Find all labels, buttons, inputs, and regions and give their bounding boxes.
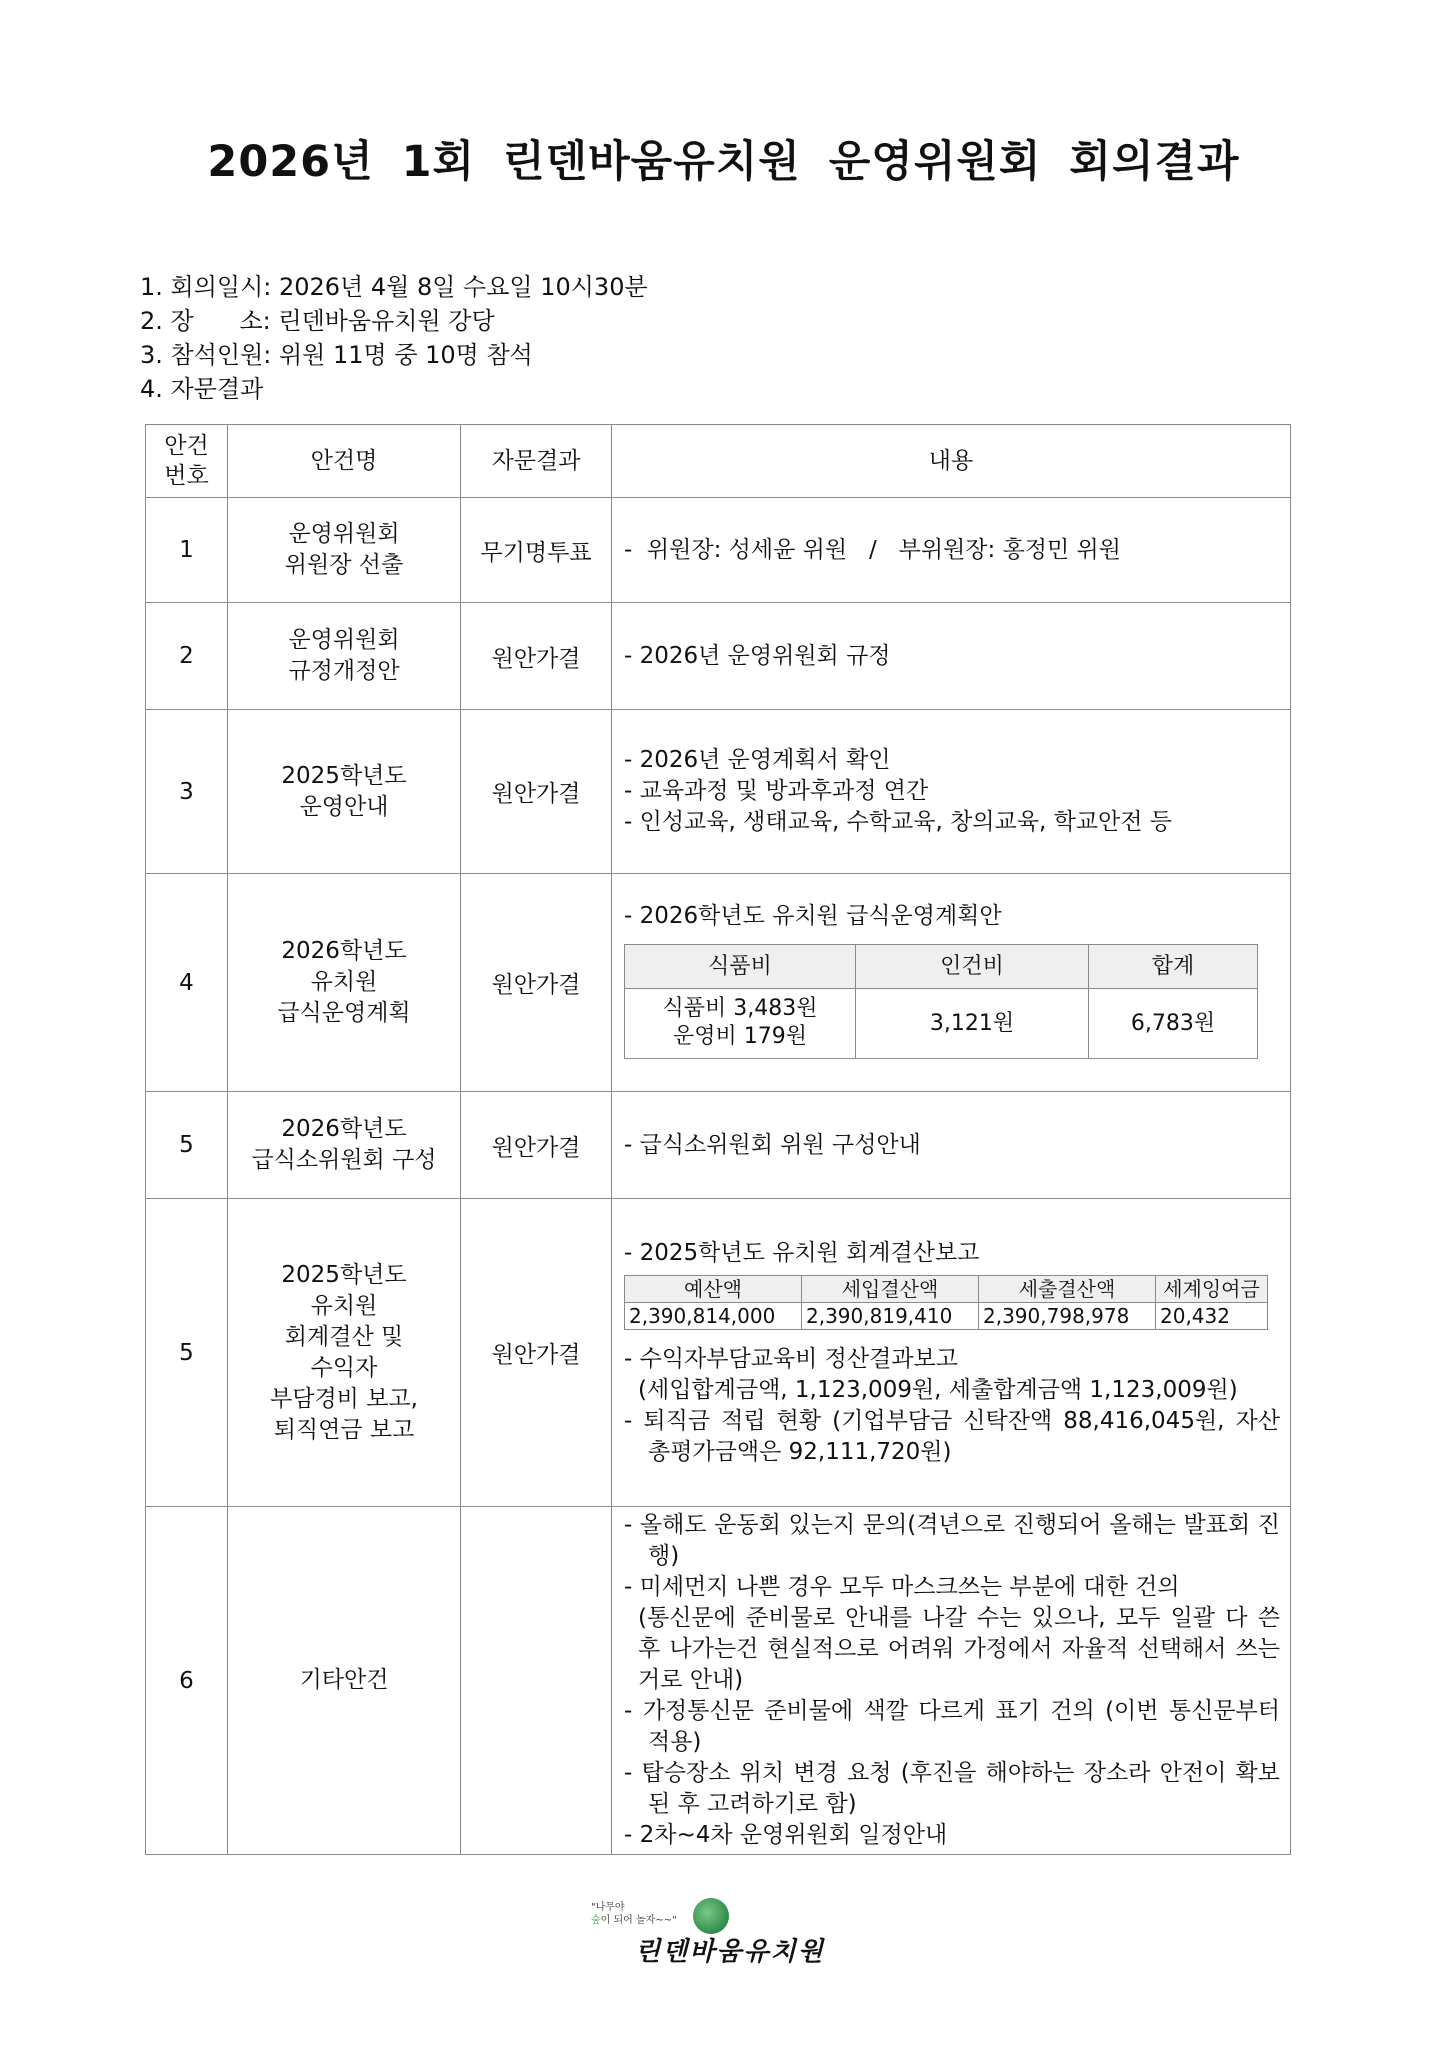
table-row	[146, 710, 1291, 874]
row-name: 2026학년도 급식소위원회 구성	[228, 1092, 461, 1199]
row-name: 기타안건	[228, 1507, 461, 1855]
row-number: 1	[146, 498, 228, 603]
table-row	[146, 1199, 1291, 1507]
row-name: 2026학년도 유치원 급식운영계획	[228, 874, 461, 1092]
settlement-header-surplus: 세계잉여금	[1156, 1275, 1268, 1302]
row-result: 원안가결	[461, 1092, 612, 1199]
advisory-results-table	[145, 424, 1291, 1855]
header-name: 안건명	[228, 425, 461, 498]
meal-header-labor: 인건비	[856, 944, 1089, 988]
header-content: 내용	[612, 425, 1291, 498]
table-header-row	[146, 425, 1291, 498]
settlement-header-revenue: 세입결산액	[802, 1275, 979, 1302]
logo-name: 린덴바움유치원	[635, 1937, 825, 1967]
settlement-budget: 2,390,814,000	[625, 1302, 802, 1329]
row-content: - 급식소위원회 위원 구성안내	[612, 1092, 1291, 1199]
table-row	[146, 1092, 1291, 1199]
row-content: - 2026년 운영위원회 규정	[612, 603, 1291, 710]
row-content: - 2026년 운영계획서 확인 - 교육과정 및 방과후과정 연간 - 인성교육, 생태교육, 수학교육, 창의교육, 학교안전 등	[612, 710, 1291, 874]
row-content: - 위원장: 성세윤 위원 / 부위원장: 홍정민 위원	[612, 498, 1291, 603]
row-number: 4	[146, 874, 228, 1092]
row-number: 6	[146, 1507, 228, 1855]
row-name: 2025학년도 운영안내	[228, 710, 461, 874]
row-result: 원안가결	[461, 710, 612, 874]
settlement-table	[624, 1275, 1268, 1330]
table-row	[146, 498, 1291, 603]
meeting-attendance: 3. 참석인원: 위원 11명 중 10명 참석	[140, 341, 533, 369]
row-name: 2025학년도 유치원 회계결산 및 수익자 부담경비 보고, 퇴직연금 보고	[228, 1199, 461, 1507]
meal-total: 6,783원	[1089, 988, 1258, 1058]
meal-cost-table	[624, 944, 1258, 1059]
row-name: 운영위원회 규정개정안	[228, 603, 461, 710]
meal-header-total: 합계	[1089, 944, 1258, 988]
meal-header-food: 식품비	[625, 944, 856, 988]
row-content: - 2026학년도 유치원 급식운영계획안 식품비 인건비 합계 식품비 3,483원 운영비 179원 3,121원 6,783원	[612, 874, 1291, 1092]
row-result: 무기명투표	[461, 498, 612, 603]
row-number: 3	[146, 710, 228, 874]
row-result	[461, 1507, 612, 1855]
row-number: 5	[146, 1092, 228, 1199]
row-result: 원안가결	[461, 874, 612, 1092]
meeting-datetime: 1. 회의일시: 2026년 4월 8일 수요일 10시30분	[140, 273, 648, 301]
settlement-revenue: 2,390,819,410	[802, 1302, 979, 1329]
row-name: 운영위원회 위원장 선출	[228, 498, 461, 603]
table-row	[146, 603, 1291, 710]
meal-food-cost: 식품비 3,483원 운영비 179원	[625, 988, 856, 1058]
header-result: 자문결과	[461, 425, 612, 498]
table-row	[146, 1507, 1291, 1855]
row-result: 원안가결	[461, 1199, 612, 1507]
meeting-location: 2. 장 소: 린덴바움유치원 강당	[140, 307, 495, 335]
row-result: 원안가결	[461, 603, 612, 710]
row-number: 5	[146, 1199, 228, 1507]
document-title: 2026년 1회 린덴바움유치원 운영위원회 회의결과	[207, 137, 1240, 187]
settlement-surplus: 20,432	[1156, 1302, 1268, 1329]
row-content: - 2025학년도 유치원 회계결산보고 예산액 세입결산액 세출결산액 세계잉여금 2,390,814,000 2,390,819,410 2,390,798,978 20,432 - 수익자부담교육비 정산결과보고 (세입합계금액, 1,123,009원, 세출합계금액 1,123,009원) - 퇴직금 적립 현황 (기업부담금 신탁잔액 88,416,045원, 자산 총평가금액은 92,111,720원)	[612, 1199, 1291, 1507]
row-content: - 올해도 운동회 있는지 문의(격년으로 진행되어 올해는 발표회 진행) - 미세먼지 나쁜 경우 모두 마스크쓰는 부분에 대한 건의 (통신문에 준비물로 안내를 나갈 수는 있으나, 모두 일괄 다 쓴 후 나가는건 현실적으로 어려워 가정에서 자율적 선택해서 쓰는거로 안내) - 가정통신문 준비물에 색깔 다르게 표기 건의 (이번 통신문부터 적용) - 탑승장소 위치 변경 요청 (후진을 해야하는 장소라 안전이 확보된 후 고려하기로 함) - 2차~4차 운영위원회 일정안내	[612, 1507, 1291, 1855]
settlement-expenditure: 2,390,798,978	[979, 1302, 1156, 1329]
header-number: 안건 번호	[146, 425, 228, 498]
row-number: 2	[146, 603, 228, 710]
logo-tagline: "나무야 숲이 되어 놀자~~"	[591, 1902, 677, 1926]
settlement-header-budget: 예산액	[625, 1275, 802, 1302]
settlement-header-expenditure: 세출결산액	[979, 1275, 1156, 1302]
meeting-info	[140, 270, 648, 406]
tree-icon	[693, 1898, 729, 1934]
advisory-results-heading: 4. 자문결과	[140, 375, 264, 403]
table-row	[146, 874, 1291, 1092]
meal-labor-cost: 3,121원	[856, 988, 1089, 1058]
kindergarten-logo	[585, 1895, 855, 1965]
